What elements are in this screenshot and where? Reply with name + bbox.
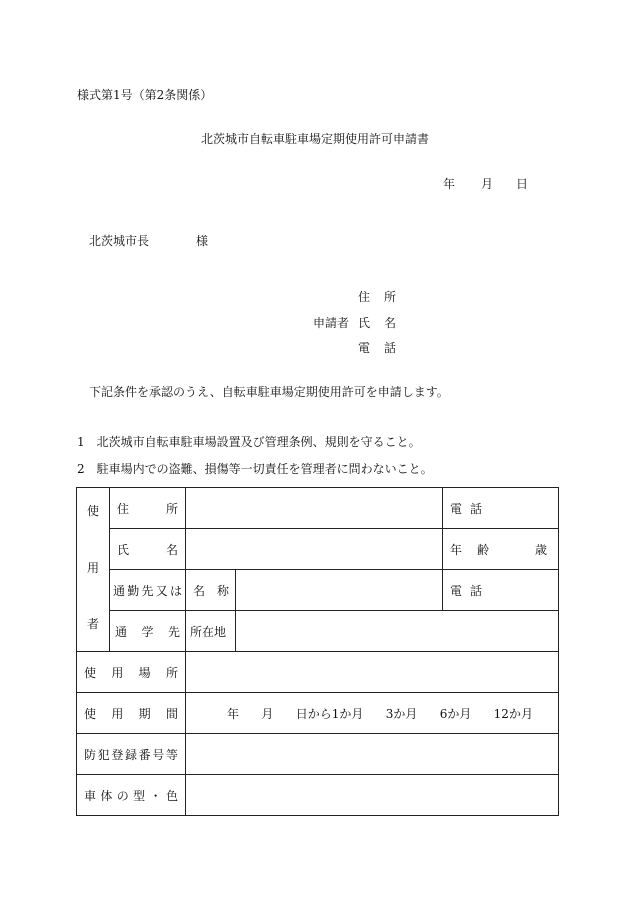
condition-1: 1 北茨城市自転車駐車場設置及び管理条例、規則を守ること。 (77, 435, 421, 449)
label-org-name: 名 称 (186, 570, 236, 611)
field-use-period[interactable]: 年 月 日から1か月 3か月 6か月 12か月 (186, 693, 559, 734)
field-age[interactable]: 年 齢 歳 (443, 529, 559, 570)
label-org-location: 所在地 (186, 611, 236, 652)
field-phone[interactable]: 電 話 (443, 488, 559, 529)
applicant-phone-label: 電 話 (358, 341, 396, 355)
row-use-period (77, 693, 559, 734)
form-number: 様式第1号（第2条関係） (77, 88, 213, 102)
field-address[interactable] (186, 488, 443, 529)
field-phone-2[interactable]: 電 話 (443, 570, 559, 611)
user-vertical-label: 使 用 者 (77, 488, 110, 652)
label-body-type: 車 体 の 型 ・ 色 (77, 775, 186, 816)
field-org-location[interactable] (236, 611, 559, 652)
form-title: 北茨城市自転車駐車場定期使用許可申請書 (200, 132, 429, 146)
field-name[interactable] (186, 529, 443, 570)
intro-text: 下記条件を承認のうえ、自転車駐車場定期使用許可を申請します。 (89, 385, 449, 399)
date-year: 年 (443, 177, 456, 191)
row-use-place (77, 652, 559, 693)
application-form-table (76, 487, 559, 816)
row-crime-registration (77, 734, 559, 775)
condition-2: 2 駐車場内での盗難、損傷等一切責任を管理者に問わないこと。 (77, 462, 433, 476)
applicant-address-label: 住 所 (358, 290, 396, 304)
applicant-label: 申請者 (313, 316, 350, 330)
addressee-name: 北茨城市長 (89, 234, 150, 248)
label-name: 氏 名 (110, 529, 186, 570)
applicant-name-label: 氏 名 (358, 316, 396, 330)
row-commute-location (77, 611, 559, 652)
label-use-place: 使 用 場 所 (77, 652, 186, 693)
label-address: 住 所 (110, 488, 186, 529)
field-use-place[interactable] (186, 652, 559, 693)
date-day: 日 (516, 177, 529, 191)
field-crime-registration[interactable] (186, 734, 559, 775)
field-body-type[interactable] (186, 775, 559, 816)
field-org-name[interactable] (236, 570, 443, 611)
label-crime-registration: 防 犯 登 録 番 号 等 (77, 734, 186, 775)
date-month: 月 (481, 177, 494, 191)
label-commute-2: 通 学 先 (110, 611, 186, 652)
label-commute-1: 通 勤 先 又 は (110, 570, 186, 611)
row-commute-name (77, 570, 559, 611)
row-name (77, 529, 559, 570)
label-use-period: 使 用 期 間 (77, 693, 186, 734)
row-body-type (77, 775, 559, 816)
row-address (77, 488, 559, 529)
addressee-honorific: 様 (196, 234, 209, 248)
